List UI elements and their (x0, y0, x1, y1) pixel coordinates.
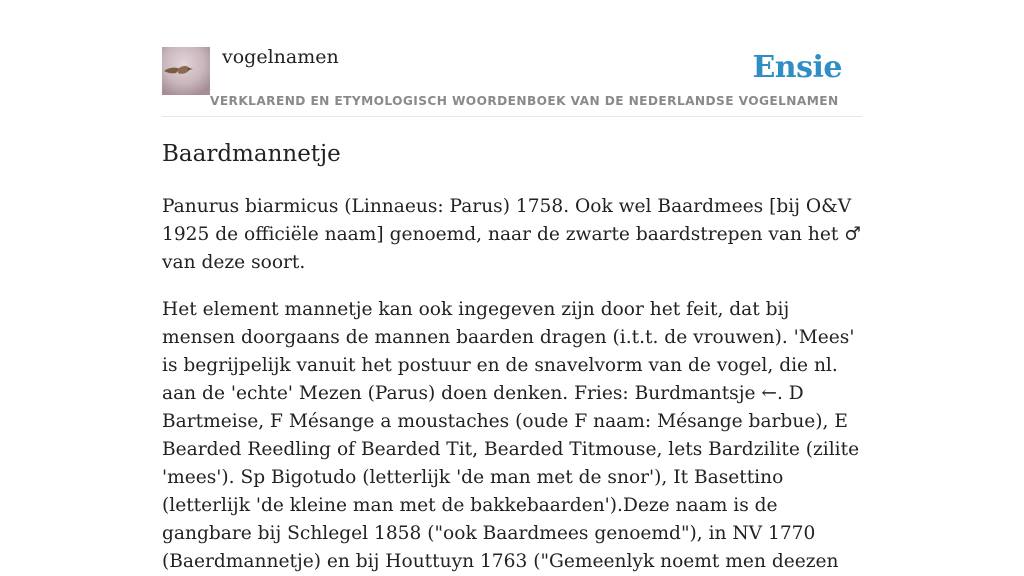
entry-paragraph: Panurus biarmicus (Linnaeus: Parus) 1758. Ook wel Baardmees [bij O&V 1925 de officiële naam] genoemd, naar de zwarte baardstrepen van het ♂ van deze soort. (162, 196, 861, 273)
site-subtitle: VERKLAREND EN ETYMOLOGISCH WOORDENBOEK VAN DE NEDERLANDSE VOGELNAMEN (210, 94, 839, 108)
entry-content (162, 138, 862, 576)
bird-photo-avatar[interactable] (162, 47, 210, 95)
entry-paragraph: Het element mannetje kan ook ingegeven zijn door het feit, dat bij mensen doorgaans de mannen baarden dragen (i.t.t. de vrouwen). 'Mees' is begrijpelijk vanuit het postuur en de snavelvorm van de vogel, die nl. aan de 'echte' Mezen (Parus) doen denken. Fries: Burdmantsje ←. D Bartmeise, F Mésange a moustaches (oude F naam: Mésange barbue), E Bearded Reedling of Bearded Tit, Bearded Titmouse, lets Bardzilite (zilite 'mees'). Sp Bigotudo (letterlijk 'de man met de snor'), It Basettino (letterlijk 'de kleine man met de bakkebaarden').Deze naam is de gangbare bij Schlegel 1858 ("ook Baardmees genoemd"), in NV 1770 (Baerdmannetje) en bij Houttuyn 1763 ("Gemeenlyk noemt men deezen (162, 299, 860, 572)
site-name[interactable]: vogelnamen (222, 46, 339, 68)
entry-title: Baardmannetje (162, 141, 341, 167)
ensie-logo[interactable]: Ensie (752, 50, 842, 85)
bird-icon (162, 47, 210, 95)
site-header (162, 44, 862, 117)
